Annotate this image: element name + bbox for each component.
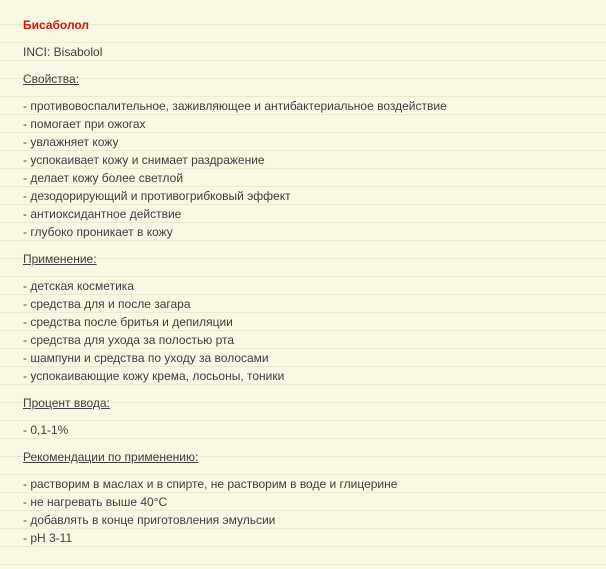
list-item: - добавлять в конце приготовления эмульсии [23,513,276,527]
list-item: - помогает при ожогах [23,117,146,131]
list-item: - дезодорирующий и противогрибковый эффект [23,189,291,203]
section-dosage [23,394,593,439]
recommendations-list [23,475,593,547]
list-item: - 0,1-1% [23,423,69,437]
list-item: - антиоксидантное действие [23,207,182,221]
list-item: - увлажняет кожу [23,135,119,149]
list-item: - противовоспалительное, заживляющее и антибактериальное воздействие [23,99,447,113]
list-item: - не нагревать выше 40°С [23,495,168,509]
list-item: - детская косметика [23,279,134,293]
inci-name: INCI: Bisabolol [23,45,103,59]
list-item: - успокаивающие кожу крема, лосьоны, тоники [23,369,285,383]
dosage-list [23,421,593,439]
list-item: - глубоко проникает в кожу [23,225,173,239]
ingredient-title: Бисаболол [23,18,90,32]
list-item: - успокаивает кожу и снимает раздражение [23,153,265,167]
list-item: - шампуни и средства по уходу за волосами [23,351,269,365]
list-item: - растворим в маслах и в спирте, не растворим в воде и глицерине [23,477,398,491]
section-heading: Процент ввода: [23,396,110,410]
list-item: - средства после бритья и депиляции [23,315,233,329]
section-heading: Рекомендации по применению: [23,450,199,464]
list-item: - делает кожу более светлой [23,171,184,185]
properties-list [23,97,593,241]
usage-list [23,277,593,385]
list-item: - средства для ухода за полостью рта [23,333,235,347]
section-heading: Свойства: [23,72,80,86]
section-heading: Применение: [23,252,97,266]
section-usage [23,250,593,385]
list-item: - pH 3-11 [23,531,73,545]
list-item: - средства для и после загара [23,297,191,311]
section-properties [23,70,593,241]
section-recommendations [23,448,593,547]
